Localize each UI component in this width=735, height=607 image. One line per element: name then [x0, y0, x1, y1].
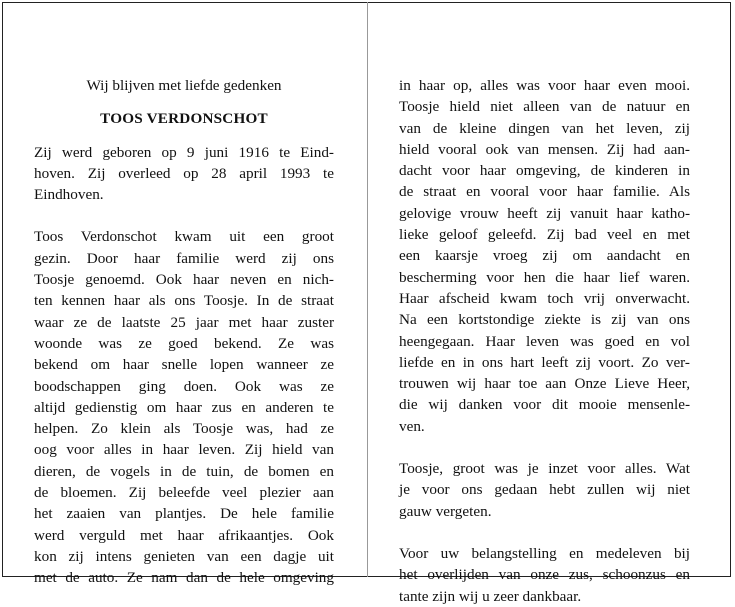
text-line: hoven. Zij overleed op 28 april 1993 te	[34, 164, 334, 182]
text-line: een kaarsje vroeg zij om aandacht en	[399, 247, 690, 265]
text-line: Toos Verdonschot kwam uit een groot	[34, 228, 334, 246]
left-column	[34, 75, 334, 589]
text-line: dacht voor haar omgeving, de kinderen in	[399, 162, 690, 180]
text-line: waar ze de laatste 25 jaar met haar zuster	[34, 313, 334, 331]
thanks-paragraph	[399, 543, 690, 607]
farewell-paragraph	[399, 458, 690, 522]
text-line: Haar afscheid kwam toch vrij onverwacht.	[399, 289, 690, 307]
text-line: trouwen wij haar toe aan Onze Lieve Heer,	[399, 375, 690, 393]
text-line: Toosje genoemd. Ook haar neven en nich-	[34, 271, 334, 289]
text-line: tante zijn wij u zeer dankbaar.	[399, 587, 582, 605]
text-line: in haar op, alles was voor haar even mooi.	[399, 77, 690, 94]
text-line: bescherming voor hen die haar lief waren.	[399, 268, 690, 286]
text-line: dieren, de vogels in de tuin, de bomen en	[34, 462, 334, 480]
text-line: met de auto. Ze nam dan de hele omgeving	[34, 569, 334, 587]
text-line: de straat en vooral voor haar familie. Als	[399, 183, 690, 201]
text-line: oog voor alles in haar leven. Zij hield van	[34, 441, 334, 459]
text-line: gezin. Door haar familie werd zij ons	[34, 249, 334, 267]
text-line: bekend om haar snelle lopen wanneer ze	[34, 356, 334, 374]
text-line: Voor uw belangstelling en medeleven bij	[399, 544, 690, 562]
text-line: het overlijden van onze zus, schoonzus en	[399, 566, 690, 584]
text-line: die wij danken voor dit mooie mensenle-	[399, 396, 690, 414]
text-line: heengegaan. Haar leven was goed en vol	[399, 332, 690, 350]
life-story-paragraph	[34, 226, 334, 588]
birth-death-paragraph	[34, 142, 334, 206]
deceased-name-heading: TOOS VERDONSCHOT	[100, 110, 268, 128]
life-story-continued-paragraph	[399, 75, 690, 437]
text-line: Eindhoven.	[34, 186, 104, 204]
text-line: kon zij intens genieten van een dagje uit	[34, 547, 334, 565]
text-line: Toosje hield niet alleen van de natuur en	[399, 98, 690, 116]
right-column	[399, 75, 690, 607]
text-line: Toosje, groot was je inzet voor alles. Wat	[399, 460, 690, 478]
text-line: helpen. Zo klein als Toosje was, had ze	[34, 420, 334, 438]
text-line: de bloemen. Zij beleefde veel plezier aan	[34, 484, 334, 502]
text-line: ten kennen haar als ons Toosje. In de straat	[34, 292, 334, 310]
text-line: altijd gedienstig om haar zus en anderen te	[34, 398, 334, 416]
text-line: boodschappen ging doen. Ook was ze	[34, 377, 334, 395]
text-line: van de kleine dingen van het leven, zij	[399, 119, 690, 137]
card-fold-line	[367, 2, 368, 577]
text-line: gauw vergeten.	[399, 502, 492, 520]
intro-line: Wij blijven met liefde gedenken	[86, 77, 282, 94]
text-line: werd verguld met haar afrikaantjes. Ook	[34, 526, 334, 544]
text-line: ven.	[399, 417, 425, 435]
text-line: hield vooral ook van mensen. Zij had aan-	[399, 140, 690, 158]
text-line: liefde en in ons hart leeft zij voort. Zo ver-	[399, 353, 690, 371]
text-line: het zaaien van plantjes. De hele familie	[34, 505, 334, 523]
text-line: Na een kortstondige ziekte is zij van ons	[399, 311, 690, 329]
text-line: Zij werd geboren op 9 juni 1916 te Eind-	[34, 143, 334, 161]
text-line: je voor ons gedaan hebt zullen wij niet	[399, 481, 690, 499]
text-line: lieke geloof geleefd. Zij bad veel en met	[399, 226, 690, 244]
text-line: woonde was ze goed bekend. Ze was	[34, 334, 334, 352]
text-line: gelovige vrouw heeft zij vanuit haar katho-	[399, 204, 690, 222]
